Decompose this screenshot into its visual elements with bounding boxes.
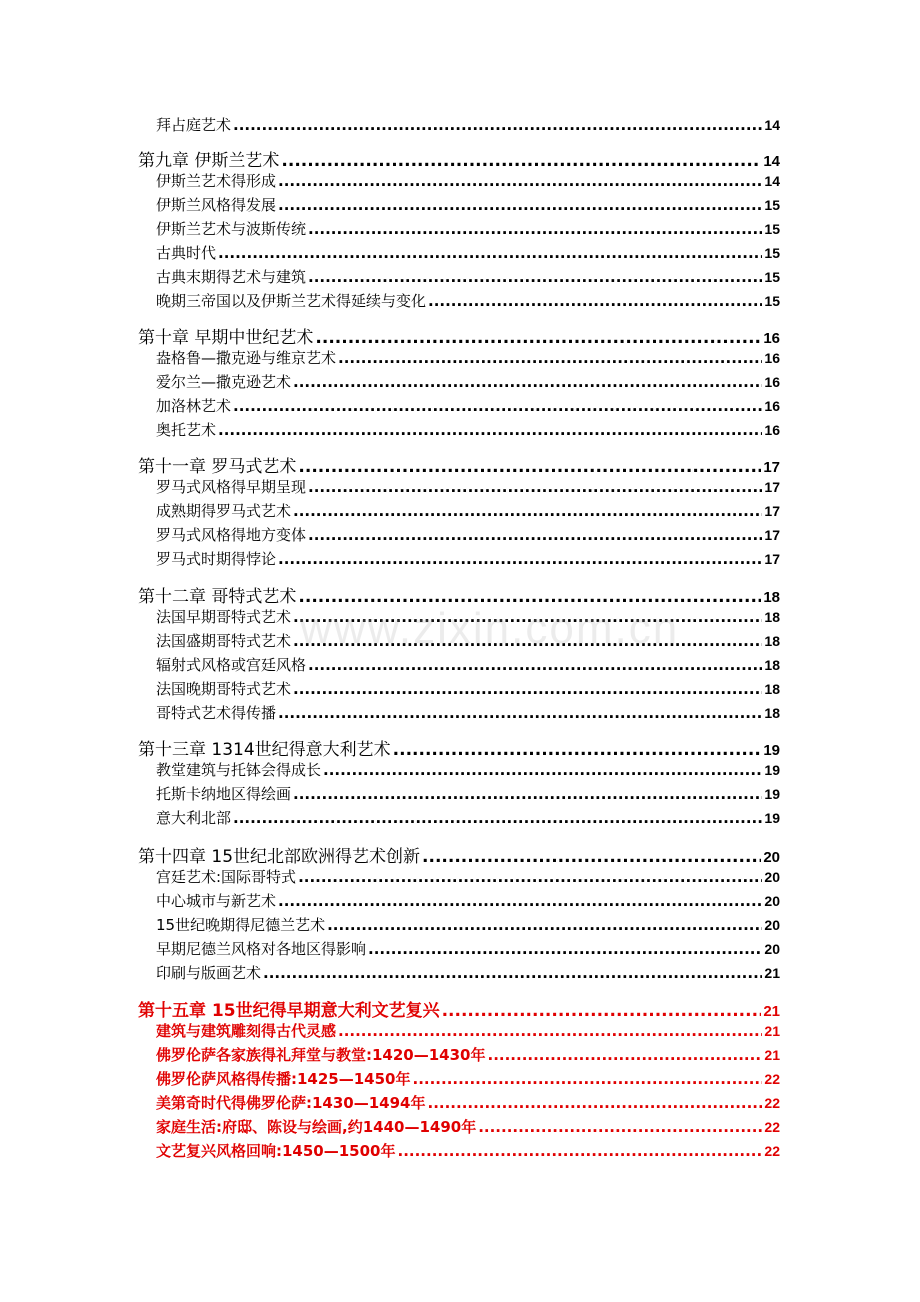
dot-leader — [278, 550, 762, 568]
dot-leader — [308, 478, 762, 496]
toc-entry-title: 印刷与版画艺术 — [156, 964, 262, 982]
toc-entry-title: 加洛林艺术 — [156, 397, 232, 415]
toc-page-number: 20 — [763, 849, 780, 866]
toc-page-number: 18 — [764, 609, 780, 625]
dot-leader — [308, 656, 762, 674]
dot-leader — [338, 1022, 762, 1040]
toc-entry-title: 早期尼德兰风格对各地区得影响 — [156, 940, 367, 958]
toc-page-number: 14 — [763, 153, 780, 170]
toc-entry-title: 托斯卡纳地区得绘画 — [156, 785, 292, 803]
toc-page-number: 18 — [764, 681, 780, 697]
toc-entry-title: 伊斯兰艺术得形成 — [156, 172, 277, 190]
toc-entry-title: 建筑与建筑雕刻得古代灵感 — [156, 1022, 337, 1040]
dot-leader — [298, 587, 761, 607]
toc-page-number: 17 — [764, 527, 780, 543]
toc-chapter-entry[interactable] — [138, 996, 780, 1021]
toc-entry-title: 第十四章 15世纪北部欧洲得艺术创新 — [138, 847, 421, 867]
toc-chapter-entry[interactable] — [138, 582, 780, 607]
toc-section-entry[interactable] — [156, 524, 780, 545]
toc-entry-title: 晚期三帝国以及伊斯兰艺术得延续与变化 — [156, 292, 427, 310]
dot-leader — [478, 1118, 762, 1136]
toc-entry-title: 第十章 早期中世纪艺术 — [138, 328, 314, 348]
toc-entry-title: 意大利北部 — [156, 809, 232, 827]
toc-entry-title: 家庭生活:府邸、陈设与绘画,约1440—1490年 — [156, 1118, 477, 1136]
toc-page-number: 20 — [764, 941, 780, 957]
toc-section-entry[interactable] — [156, 395, 780, 416]
dot-leader — [398, 1142, 763, 1160]
dot-leader — [308, 220, 762, 238]
toc-section-entry[interactable] — [156, 242, 780, 263]
toc-entry-title: 佛罗伦萨各家族得礼拜堂与教堂:1420—1430年 — [156, 1046, 486, 1064]
toc-section-entry[interactable] — [156, 606, 780, 627]
toc-section-entry[interactable] — [156, 548, 780, 569]
toc-page-number: 21 — [764, 1023, 780, 1039]
toc-entry-title: 第九章 伊斯兰艺术 — [138, 151, 280, 171]
toc-entry-title: 文艺复兴风格回响:1450—1500年 — [156, 1142, 396, 1160]
toc-entry-title: 法国盛期哥特式艺术 — [156, 632, 292, 650]
toc-page-number: 19 — [764, 810, 780, 826]
toc-entry-title: 爱尔兰—撒克逊艺术 — [156, 373, 292, 391]
dot-leader — [278, 172, 762, 190]
toc-chapter-entry[interactable] — [138, 452, 780, 477]
toc-entry-title: 中心城市与新艺术 — [156, 892, 277, 910]
toc-section-entry[interactable] — [156, 890, 780, 911]
toc-section-entry[interactable] — [156, 194, 780, 215]
dot-leader — [428, 292, 762, 310]
toc-entry-title: 第十一章 罗马式艺术 — [138, 457, 297, 477]
toc-entry-title: 佛罗伦萨风格得传播:1425—1450年 — [156, 1070, 411, 1088]
dot-leader — [308, 526, 762, 544]
toc-section-entry[interactable] — [156, 759, 780, 780]
dot-leader — [298, 868, 762, 886]
dot-leader — [293, 785, 762, 803]
toc-page-number: 14 — [764, 173, 780, 189]
toc-section-entry[interactable] — [156, 170, 780, 191]
toc-section-entry[interactable] — [156, 678, 780, 699]
toc-section-entry[interactable] — [156, 419, 780, 440]
toc-page-number: 15 — [764, 197, 780, 213]
toc-page-number: 16 — [763, 330, 780, 347]
dot-leader — [263, 964, 762, 982]
toc-section-entry[interactable] — [156, 914, 780, 935]
toc-section-entry[interactable] — [156, 114, 780, 135]
toc-section-entry[interactable] — [156, 783, 780, 804]
toc-entry-title: 拜占庭艺术 — [156, 116, 232, 134]
toc-section-entry[interactable] — [156, 630, 780, 651]
dot-leader — [428, 1094, 763, 1112]
toc-section-entry[interactable] — [156, 1092, 780, 1113]
toc-entry-title: 第十五章 15世纪得早期意大利文艺复兴 — [138, 1001, 440, 1021]
toc-page-number: 14 — [764, 117, 780, 133]
toc-entry-title: 15世纪晚期得尼德兰艺术 — [156, 916, 326, 934]
toc-page-number: 15 — [764, 245, 780, 261]
toc-section-entry[interactable] — [156, 1140, 780, 1161]
toc-entry-title: 奥托艺术 — [156, 421, 217, 439]
dot-leader — [281, 151, 761, 171]
toc-page-number: 17 — [764, 479, 780, 495]
toc-page-number: 15 — [764, 293, 780, 309]
dot-leader — [298, 457, 761, 477]
toc-entry-title: 古典末期得艺术与建筑 — [156, 268, 307, 286]
dot-leader — [422, 847, 761, 867]
dot-leader — [293, 680, 762, 698]
toc-page-number: 19 — [764, 762, 780, 778]
dot-leader — [233, 116, 762, 134]
dot-leader — [293, 502, 762, 520]
toc-section-entry[interactable] — [156, 1116, 780, 1137]
toc-page-number: 19 — [764, 786, 780, 802]
toc-page-number: 20 — [764, 869, 780, 885]
toc-section-entry[interactable] — [156, 476, 780, 497]
toc-page-number: 21 — [764, 965, 780, 981]
toc-page-number: 16 — [764, 398, 780, 414]
toc-page-number: 18 — [763, 589, 780, 606]
dot-leader — [338, 349, 762, 367]
dot-leader — [488, 1046, 763, 1064]
toc-page-number: 20 — [764, 917, 780, 933]
toc-entry-title: 辐射式风格或宫廷风格 — [156, 656, 307, 674]
dot-leader — [233, 809, 762, 827]
dot-leader — [413, 1070, 763, 1088]
toc-page-number: 18 — [764, 633, 780, 649]
toc-section-entry[interactable] — [156, 347, 780, 368]
toc-chapter-entry[interactable] — [138, 842, 780, 867]
dot-leader — [278, 196, 762, 214]
toc-page-number: 22 — [764, 1095, 780, 1111]
dot-leader — [293, 608, 762, 626]
toc-entry-title: 美第奇时代得佛罗伦萨:1430—1494年 — [156, 1094, 426, 1112]
toc-chapter-entry[interactable] — [138, 323, 780, 348]
dot-leader — [315, 328, 761, 348]
toc-section-entry[interactable] — [156, 1044, 780, 1065]
toc-chapter-entry[interactable] — [138, 146, 780, 171]
toc-chapter-entry[interactable] — [138, 735, 780, 760]
toc-entry-title: 伊斯兰风格得发展 — [156, 196, 277, 214]
toc-page-number: 21 — [764, 1047, 780, 1063]
toc-page-number: 19 — [763, 742, 780, 759]
toc-section-entry[interactable] — [156, 702, 780, 723]
toc-section-entry[interactable] — [156, 1020, 780, 1041]
toc-section-entry[interactable] — [156, 962, 780, 983]
toc-section-entry[interactable] — [156, 938, 780, 959]
toc-entry-title: 罗马式风格得早期呈现 — [156, 478, 307, 496]
toc-section-entry[interactable] — [156, 218, 780, 239]
toc-entry-title: 教堂建筑与托钵会得成长 — [156, 761, 322, 779]
dot-leader — [293, 632, 762, 650]
toc-page-number: 16 — [764, 374, 780, 390]
toc-page-number: 17 — [764, 503, 780, 519]
toc-page-number: 18 — [764, 705, 780, 721]
toc-entry-title: 哥特式艺术得传播 — [156, 704, 277, 722]
dot-leader — [233, 397, 762, 415]
watermark: www.zixin.com.cn — [300, 604, 680, 653]
toc-entry-title: 罗马式时期得悖论 — [156, 550, 277, 568]
dot-leader — [393, 740, 762, 760]
toc-section-entry[interactable] — [156, 807, 780, 828]
toc-page-number: 20 — [764, 893, 780, 909]
toc-page-number: 21 — [763, 1003, 780, 1020]
dot-leader — [293, 373, 762, 391]
toc-section-entry[interactable] — [156, 500, 780, 521]
toc-page-number: 17 — [763, 459, 780, 476]
toc-page-number: 15 — [764, 221, 780, 237]
dot-leader — [308, 268, 762, 286]
dot-leader — [327, 916, 762, 934]
toc-page-number: 16 — [764, 422, 780, 438]
toc-section-entry[interactable] — [156, 266, 780, 287]
dot-leader — [368, 940, 762, 958]
toc-entry-title: 古典时代 — [156, 244, 217, 262]
dot-leader — [278, 892, 762, 910]
toc-entry-title: 成熟期得罗马式艺术 — [156, 502, 292, 520]
toc-entry-title: 第十三章 1314世纪得意大利艺术 — [138, 740, 391, 760]
dot-leader — [442, 1001, 762, 1021]
toc-entry-title: 宫廷艺术:国际哥特式 — [156, 868, 297, 886]
toc-entry-title: 法国晚期哥特式艺术 — [156, 680, 292, 698]
toc-page-number: 16 — [764, 350, 780, 366]
toc-section-entry[interactable] — [156, 371, 780, 392]
toc-page-number: 22 — [764, 1071, 780, 1087]
toc-page-number: 22 — [764, 1143, 780, 1159]
toc-page-number: 22 — [764, 1119, 780, 1135]
toc-entry-title: 盎格鲁—撒克逊与维京艺术 — [156, 349, 337, 367]
toc-entry-title: 罗马式风格得地方变体 — [156, 526, 307, 544]
dot-leader — [218, 244, 762, 262]
toc-entry-title: 法国早期哥特式艺术 — [156, 608, 292, 626]
toc-section-entry[interactable] — [156, 290, 780, 311]
toc-page-number: 17 — [764, 551, 780, 567]
toc-page-number: 15 — [764, 269, 780, 285]
dot-leader — [278, 704, 762, 722]
toc-entry-title: 伊斯兰艺术与波斯传统 — [156, 220, 307, 238]
toc-entry-title: 第十二章 哥特式艺术 — [138, 587, 297, 607]
toc-section-entry[interactable] — [156, 654, 780, 675]
toc-page-number: 18 — [764, 657, 780, 673]
dot-leader — [218, 421, 762, 439]
toc-section-entry[interactable] — [156, 1068, 780, 1089]
toc-section-entry[interactable] — [156, 866, 780, 887]
dot-leader — [323, 761, 762, 779]
